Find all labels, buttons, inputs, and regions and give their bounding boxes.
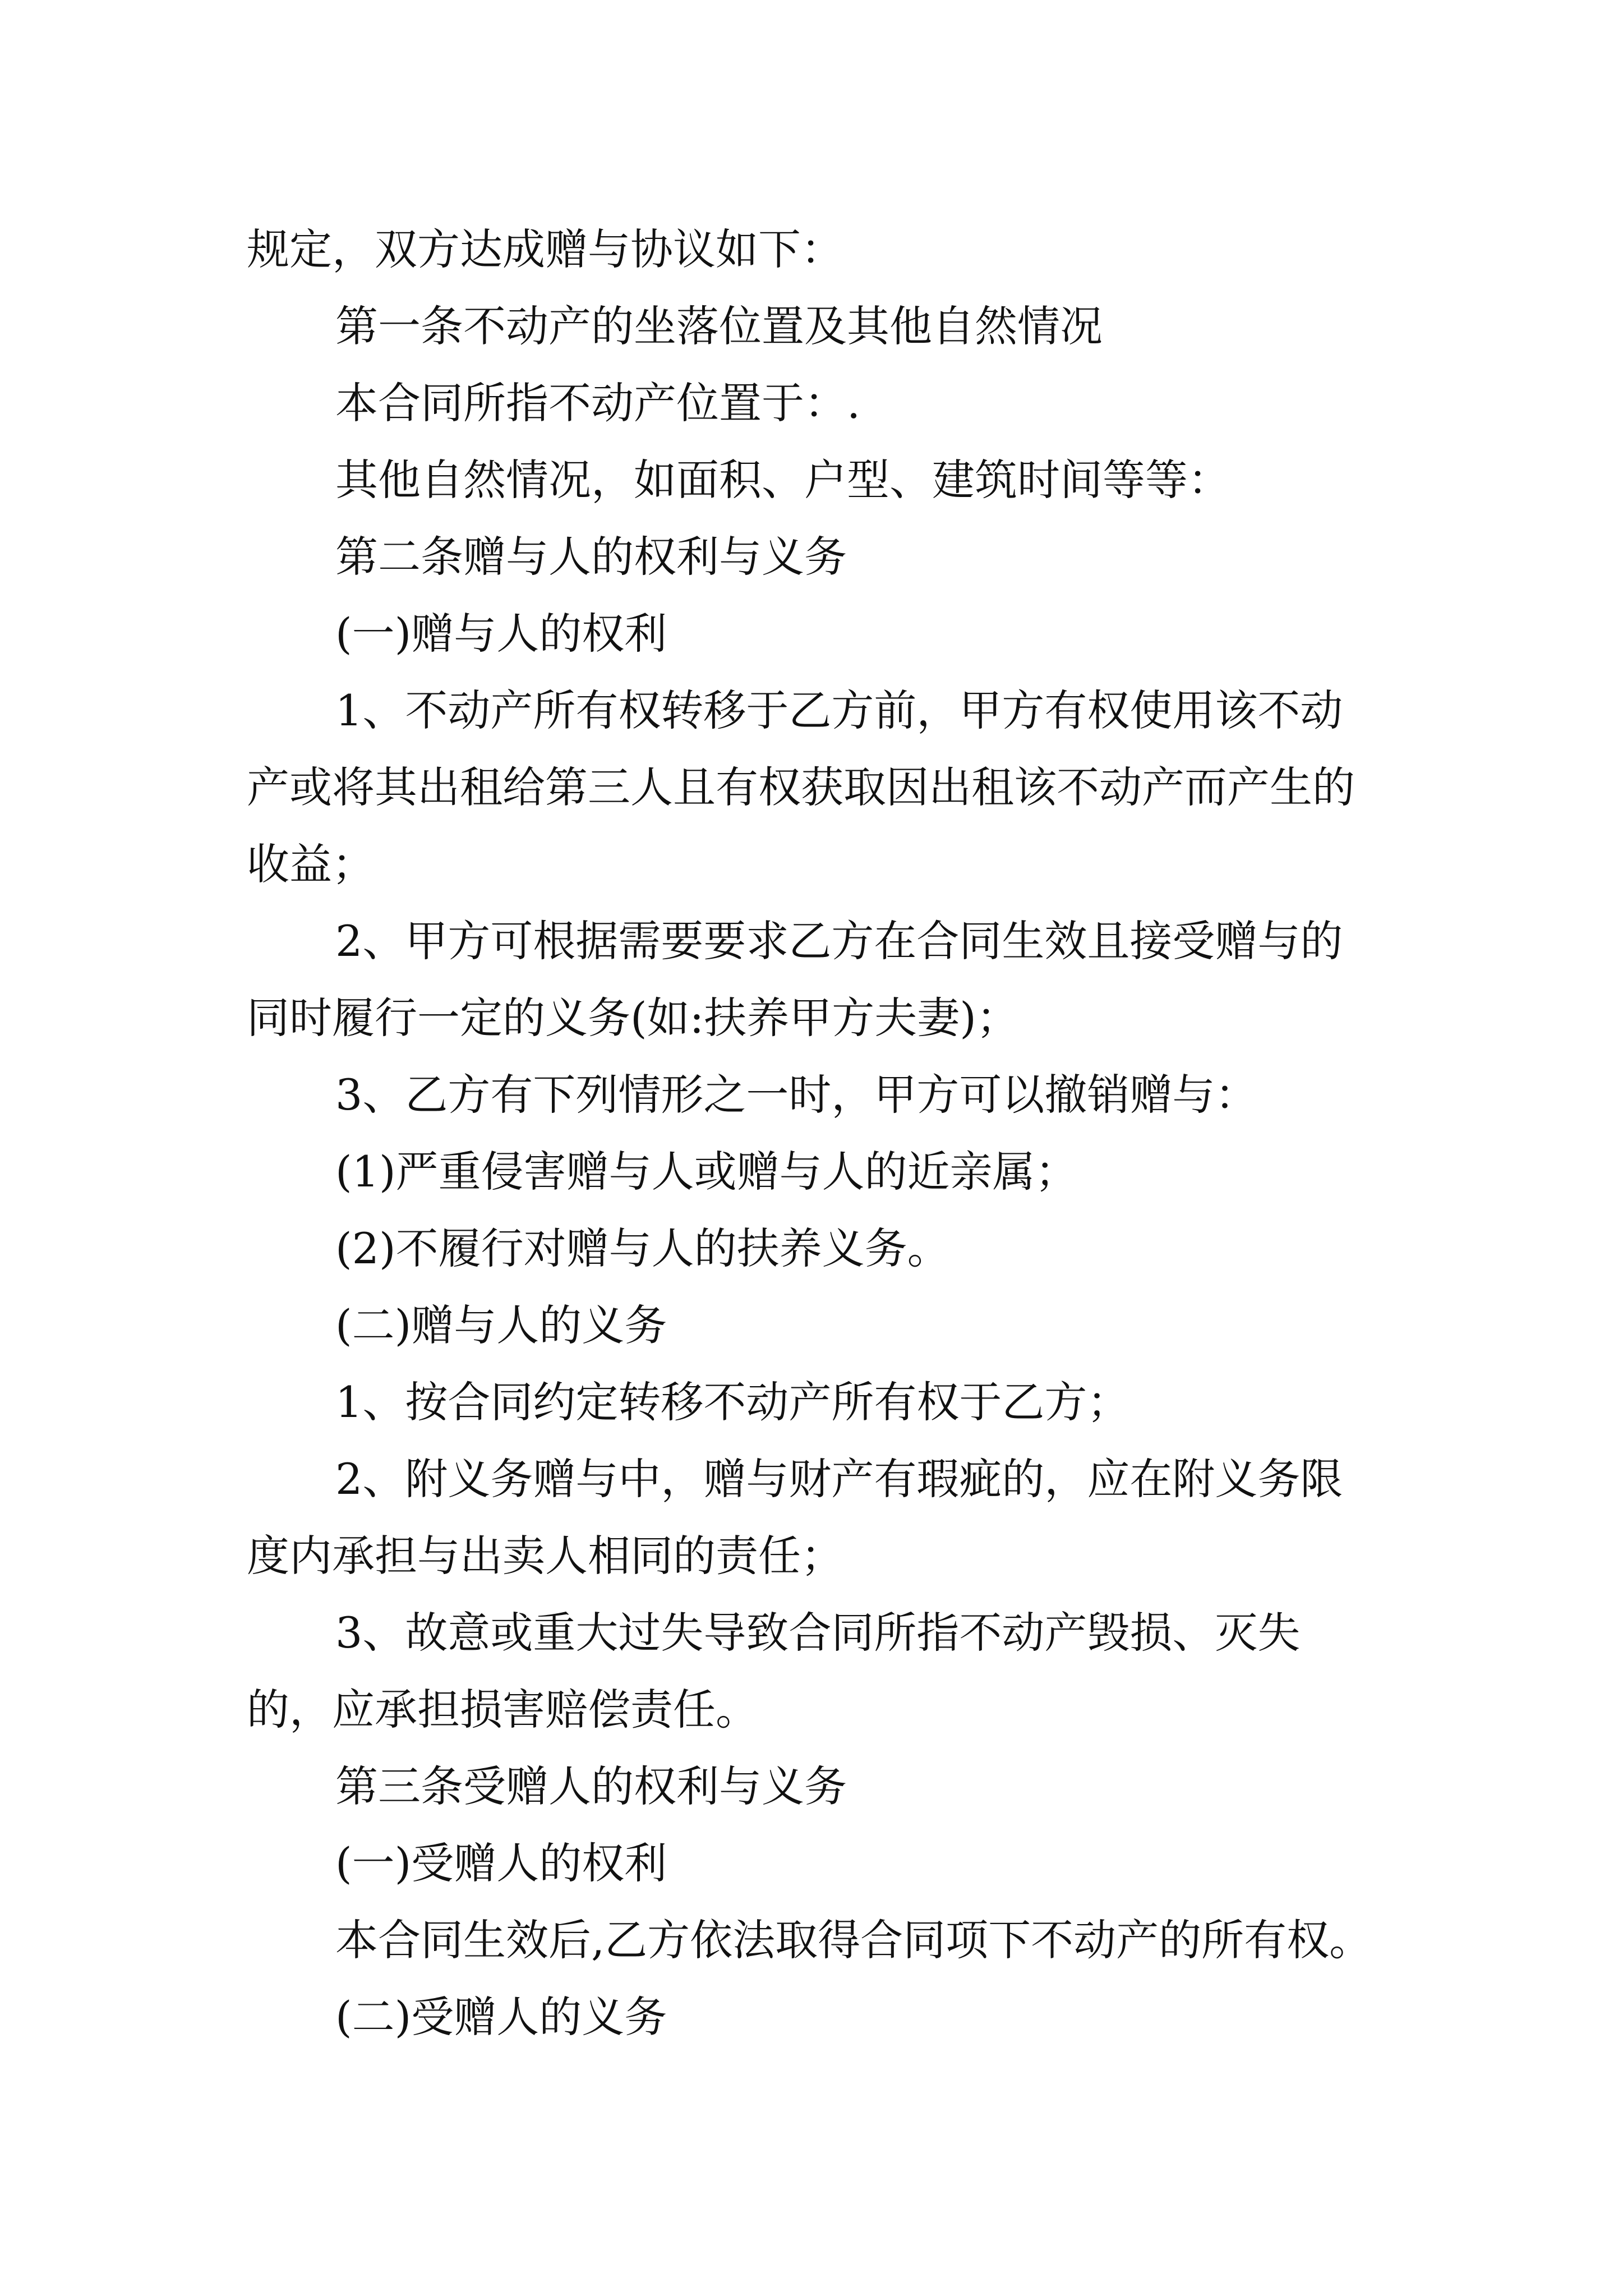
article-heading: 第一条不动产的坐落位置及其他自然情况 bbox=[335, 301, 1103, 351]
list-item: 2、附义务赠与中，赠与财产有瑕疵的，应在附义务限度内承担与出卖人相同的责任； bbox=[247, 1454, 1343, 1581]
paragraph: 其他自然情况，如面积、户型、建筑时间等等： bbox=[335, 455, 1230, 505]
sub-list-item: (1)严重侵害赠与人或赠与人的近亲属； bbox=[335, 1147, 1078, 1197]
article-heading: 第二条赠与人的权利与义务 bbox=[335, 532, 847, 582]
list-item: 3、故意或重大过失导致合同所指不动产毁损、灭失的，应承担损害赔偿责任。 bbox=[247, 1608, 1301, 1734]
section-heading: (一)受赠人的权利 bbox=[335, 1838, 667, 1888]
article-heading: 第三条受赠人的权利与义务 bbox=[335, 1761, 847, 1811]
sub-list-item: (2)不履行对赠与人的扶养义务。 bbox=[335, 1223, 950, 1273]
paragraph: 规定，双方达成赠与协议如下： bbox=[247, 224, 843, 274]
list-item: 1、按合同约定转移不动产所有权于乙方； bbox=[335, 1377, 1130, 1427]
paragraph: 本合同所指不动产位置于：. bbox=[335, 378, 861, 428]
section-heading: (二)赠与人的义务 bbox=[335, 1300, 667, 1350]
section-heading: (二)受赠人的义务 bbox=[335, 1992, 667, 2042]
paragraph: 本合同生效后,乙方依法取得合同项下不动产的所有权。 bbox=[335, 1915, 1372, 1965]
section-heading: (一)赠与人的权利 bbox=[335, 609, 667, 659]
list-item: 3、乙方有下列情形之一时，甲方可以撤销赠与： bbox=[335, 1070, 1258, 1120]
document-body bbox=[247, 211, 1382, 2055]
list-item: 2、甲方可根据需要要求乙方在合同生效且接受赠与的同时履行一定的义务(如:扶养甲方夫妻)； bbox=[247, 916, 1343, 1043]
list-item: 1、不动产所有权转移于乙方前，甲方有权使用该不动产或将其出租给第三人且有权获取因出租该不动产而产生的收益； bbox=[247, 685, 1355, 889]
